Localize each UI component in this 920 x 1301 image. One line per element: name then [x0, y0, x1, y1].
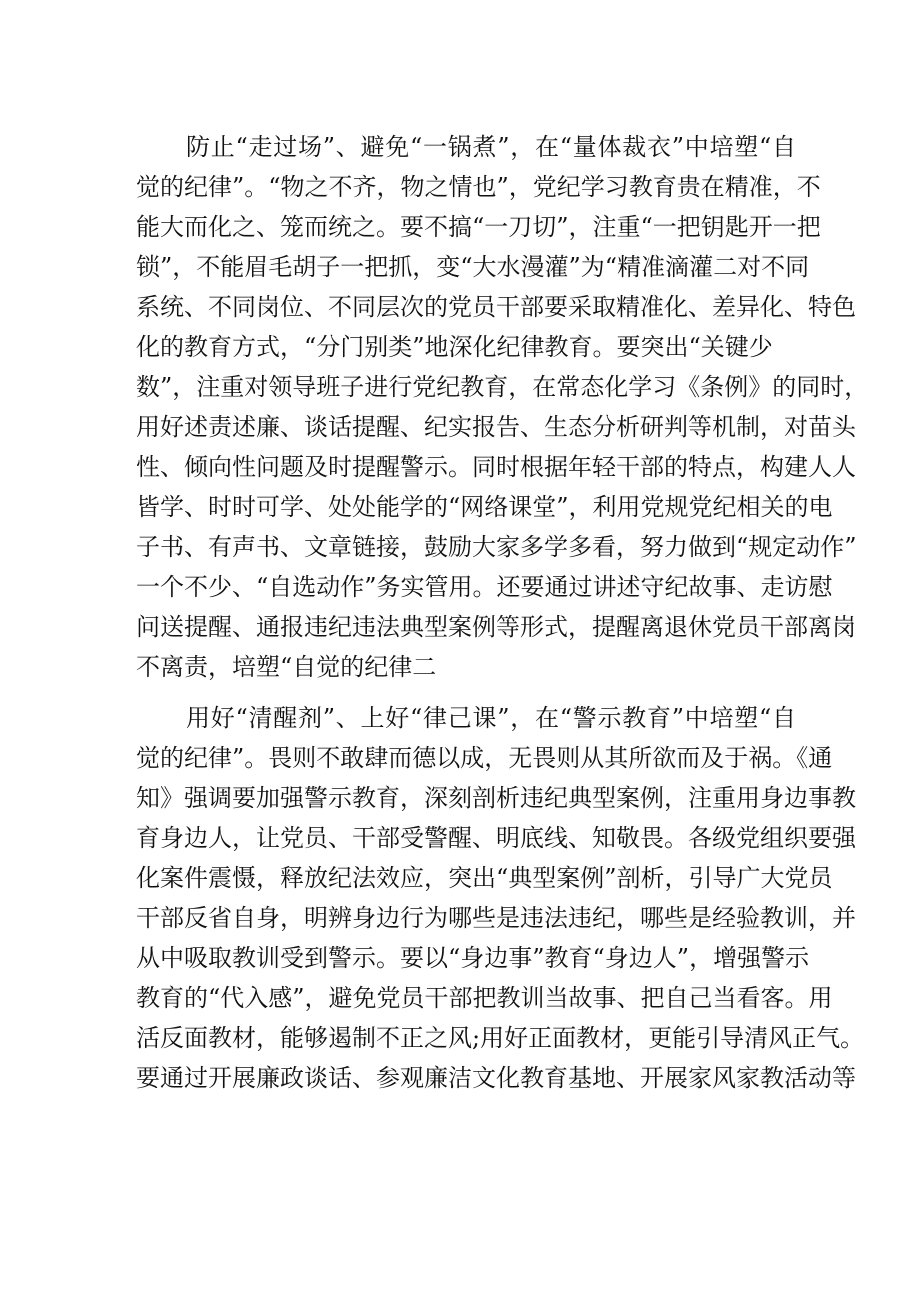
text-line: 不离责，培塑“自觉的纪律二 — [136, 653, 437, 681]
text-line: 觉的纪律”。畏则不敢肆而德以成，无畏则从其所欲而及于祸。《通 — [136, 744, 833, 772]
text-line: 干部反省自身，明辨身边行为哪些是违法违纪，哪些是经验教训，并 — [136, 904, 856, 932]
text-line: 活反面教材，能够遏制不正之风;用好正面教材，更能引导清风正气。 — [136, 1024, 865, 1052]
text-line: 子书、有声书、文章链接，鼓励大家多学多看，努力做到“规定动作” — [136, 533, 857, 561]
text-line: 用好“清醒剂”、上好“律己课”，在“警示教育”中培塑“自 — [186, 704, 796, 732]
text-line: 化案件震慑，释放纪法效应，突出“典型案例”剖析，引导广大党员 — [136, 864, 833, 892]
text-line: 化的教育方式，“分门别类”地深化纪律教育。要突出“关键少 — [136, 333, 773, 361]
text-line: 性、倾向性问题及时提醒警示。同时根据年轻干部的特点，构建人人 — [136, 453, 856, 481]
text-line: 能大而化之、笼而统之。要不搞“一刀切”，注重“一把钥匙开一把 — [136, 213, 821, 241]
text-line: 问送提醒、通报违纪违法典型案例等形式，提醒离退休党员干部离岗 — [136, 613, 856, 641]
text-line: 皆学、时时可学、处处能学的“网络课堂”，利用党规党纪相关的电 — [136, 493, 833, 521]
text-line: 要通过开展廉政谈话、参观廉洁文化教育基地、开展家风家教活动等 — [136, 1064, 856, 1092]
text-line: 锁”，不能眉毛胡子一把抓，变“大水漫灌”为“精准滴灌二对不同 — [136, 253, 810, 281]
text-line: 防止“走过场”、避免“一锅煮”，在“量体裁衣”中培塑“自 — [186, 133, 796, 161]
text-line: 一个不少、“自选动作”务实管用。还要通过讲述守纪故事、走访慰 — [136, 573, 833, 601]
text-line: 觉的纪律”。“物之不齐，物之情也”，党纪学习教育贵在精准，不 — [136, 173, 821, 201]
text-line: 数”，注重对领导班子进行党纪教育，在常态化学习《条例》的同时， — [136, 373, 869, 401]
text-line: 教育的“代入感”，避免党员干部把教训当故事、把自己当看客。用 — [136, 984, 833, 1012]
text-line: 用好述责述廉、谈话提醒、纪实报告、生态分析研判等机制，对苗头 — [136, 413, 856, 441]
text-line: 从中吸取教训受到警示。要以“身边事”教育“身边人”，增强警示 — [136, 944, 810, 972]
text-line: 系统、不同岗位、不同层次的党员干部要采取精准化、差异化、特色 — [136, 293, 856, 321]
text-line: 知》强调要加强警示教育，深刻剖析违纪典型案例，注重用身边事教 — [136, 784, 856, 812]
text-line: 育身边人，让党员、干部受警醒、明底线、知敬畏。各级党组织要强 — [136, 824, 856, 852]
